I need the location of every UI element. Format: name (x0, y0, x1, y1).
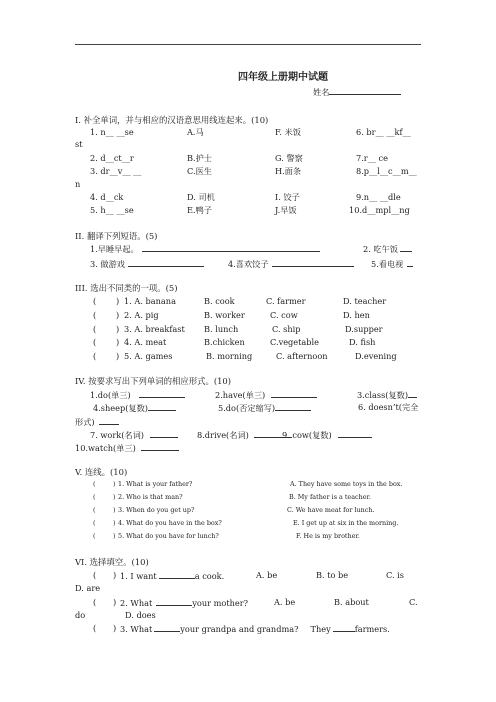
option-b: B.chicken (204, 337, 245, 347)
s1-cn-b: G. 警察 (275, 153, 303, 163)
question: 4. What do you have in the box? (118, 519, 222, 527)
s2-item-label: 5.看电视 (371, 259, 404, 269)
s1-wrap: st (75, 139, 83, 149)
s1-word: 3. dr__v__ __ (90, 166, 142, 176)
s4-item (75, 442, 179, 454)
paren-close[interactable]: ) (116, 324, 120, 334)
option-b: B. to be (316, 570, 349, 580)
s2-item-1 (90, 243, 320, 255)
option-a: 1. A. banana (124, 296, 176, 306)
s4-label: 4.sheep(复数) (93, 403, 148, 413)
answer: F. He is my brother. (296, 532, 360, 540)
option-b: B. about (334, 597, 369, 607)
s2-item-label: 2. 吃午饭 (363, 244, 398, 254)
s4-item (197, 429, 292, 441)
s1-word-b: 9.n__ __dle (356, 192, 401, 202)
answer-blank[interactable] (338, 429, 372, 438)
s2-item-5 (371, 258, 413, 270)
s1-cn-a: D. 司机 (187, 192, 215, 202)
s4-item (90, 429, 178, 441)
option-c: C. (409, 597, 418, 607)
option-b: B. morning (206, 351, 253, 361)
s4-item (282, 429, 372, 441)
s4-label: 5.do(否定缩写) (218, 403, 276, 413)
s1-cn-a: A.马 (187, 127, 204, 137)
option-b: B. worker (204, 310, 245, 320)
s4-label: 3.class(复数) (357, 390, 409, 400)
s1-cn-a: E.鸭子 (187, 205, 212, 215)
top-rule (75, 44, 421, 45)
option-d: D. does (125, 610, 156, 620)
option-c: C. farmer (266, 296, 306, 306)
paren-close[interactable]: ) (113, 532, 116, 540)
answer: C. We have meat for lunch. (287, 506, 375, 514)
answer-blank[interactable] (128, 258, 204, 267)
paren-open: ( (93, 493, 96, 501)
stem-text: your grandpa and grandma? (180, 624, 299, 634)
option-d: D.supper (345, 324, 383, 334)
s4-label: 1.do(单三) (90, 390, 131, 400)
paren-open: ( (93, 351, 97, 361)
section-5-heading: V. 连线。(10) (75, 467, 128, 477)
answer: E. I get up at six in the morning. (293, 519, 399, 527)
s4-item (215, 389, 317, 401)
paren-open: ( (93, 597, 97, 607)
paren-close[interactable]: ) (116, 351, 120, 361)
answer-blank[interactable] (408, 389, 417, 398)
option-a: A. be (256, 570, 278, 580)
paren-close[interactable]: ) (113, 493, 116, 501)
paren-open: ( (93, 337, 97, 347)
s4-item (357, 389, 417, 401)
s1-word: 5. h__ __se (90, 205, 134, 215)
s1-word-b: 6. br__ __kf__ (356, 127, 411, 137)
answer: A. They have some toys in the box. (290, 480, 403, 488)
answer: B. My father is a teacher. (289, 493, 371, 501)
option-c: C.vegetable (270, 337, 320, 347)
paren-open: ( (93, 324, 97, 334)
stem-text: 2. What (120, 598, 153, 608)
s2-item-2 (363, 243, 412, 255)
answer-blank[interactable] (159, 570, 195, 579)
paren-close[interactable]: ) (116, 310, 120, 320)
question: 1. What is your father? (118, 480, 193, 488)
s4-item (93, 402, 176, 414)
option-d: D. hen (343, 310, 370, 320)
s1-cn-a: C.医生 (187, 166, 212, 176)
question: 2. Who is that man? (118, 493, 183, 501)
s2-item-label: 1.早睡早起。 (90, 244, 139, 254)
option-a: 4. A. meat (124, 337, 167, 347)
q3-stem (120, 623, 390, 634)
paren-close[interactable]: ) (116, 337, 120, 347)
answer-blank[interactable] (272, 258, 354, 267)
answer-blank[interactable] (333, 623, 355, 632)
option-a: 3. A. breakfast (124, 324, 185, 334)
s1-word: 1. n__ __se (90, 127, 134, 137)
section-1-heading: I. 补全单词，并与相应的汉语意思用线连起来。(10) (75, 115, 269, 125)
paren-open: ( (93, 310, 97, 320)
answer-blank[interactable] (271, 389, 317, 398)
answer-blank[interactable] (139, 389, 185, 398)
section-6-heading: VI. 选择填空。(10) (75, 557, 149, 567)
q1-stem (120, 570, 224, 581)
option-a: 5. A. games (124, 351, 173, 361)
s4-label: 9. cow(复数) (282, 430, 332, 440)
s2-item-3 (90, 258, 204, 270)
s1-wrap: n (75, 179, 81, 189)
s4-item (75, 416, 119, 428)
s1-cn-b: F. 米饭 (275, 127, 301, 137)
paren-close[interactable]: ) (113, 597, 117, 607)
option-b: B. lunch (204, 324, 239, 334)
option-d: D. are (75, 583, 101, 593)
name-field (313, 86, 401, 98)
option-c: C. afternoon (276, 351, 328, 361)
paren-close[interactable]: ) (113, 480, 116, 488)
answer-blank[interactable] (154, 623, 180, 632)
section-3-heading: III. 选出不同类的一项。(5) (75, 283, 178, 293)
paren-close[interactable]: ) (113, 519, 116, 527)
s4-label: 7. work(名词) (90, 430, 144, 440)
s4-label: 2.have(单三) (215, 390, 266, 400)
paren-open: ( (93, 506, 96, 514)
s1-word: 4. d__ck (90, 192, 124, 202)
answer-blank[interactable] (400, 243, 412, 252)
answer-blank[interactable] (275, 402, 311, 411)
s1-cn-b: I. 饺子 (275, 192, 300, 202)
s2-item-label: 3. 做游戏 (90, 259, 125, 269)
page-title: 四年级上册期中试题 (238, 72, 328, 83)
s4-label: 6. doesn’t(完全 (358, 402, 419, 412)
s4-item (90, 389, 185, 401)
s2-item-label: 4.喜欢饺子 (228, 259, 269, 269)
stem-text: 1. I want (120, 571, 157, 581)
s1-word-b: 7.r__ ce (356, 153, 388, 163)
paren-open: ( (93, 296, 97, 306)
option-d: D. teacher (343, 296, 387, 306)
answer-blank[interactable] (148, 402, 176, 411)
answer-blank[interactable] (156, 597, 192, 606)
option-c: C. ship (272, 324, 301, 334)
answer-blank[interactable] (99, 416, 119, 425)
section-4-heading: IV. 按要求写出下列单词的相应形式。(10) (75, 376, 232, 386)
paren-close[interactable]: ) (113, 506, 116, 514)
question: 5. What do you have for lunch? (118, 532, 219, 540)
section-2-heading: II. 翻译下列短语。(5) (75, 231, 158, 241)
s1-cn-b: J.早饭 (275, 205, 297, 215)
s4-label: 10.watch(单三) (75, 443, 136, 453)
name-blank[interactable] (329, 86, 401, 95)
paren-open: ( (93, 480, 96, 488)
answer-blank[interactable] (142, 243, 320, 252)
option-d: D.evening (355, 351, 397, 361)
paren-open: ( (93, 570, 97, 580)
option-a: 2. A. pig (124, 310, 159, 320)
stem-text: farmers. (354, 624, 390, 634)
option-c: C. is (386, 570, 404, 580)
stem-text: 3. What (120, 624, 153, 634)
q2-stem (120, 597, 248, 608)
answer-blank[interactable] (407, 258, 413, 267)
option-c-wrap: do (75, 610, 86, 620)
s4-label: 8.drive(名词) (197, 430, 249, 440)
paren-close[interactable]: ) (116, 296, 120, 306)
paren-open: ( (93, 519, 96, 527)
paren-open: ( (93, 623, 97, 633)
s1-cn-a: B.护士 (187, 153, 212, 163)
question: 3. When do you get up? (118, 506, 195, 514)
paren-close[interactable]: ) (113, 570, 117, 580)
s2-item-4 (228, 258, 354, 270)
paren-open: ( (93, 532, 96, 540)
stem-text: They (310, 624, 331, 634)
paren-close[interactable]: ) (113, 623, 117, 633)
s4-label: 形式) (75, 417, 95, 427)
stem-text: your mother? (192, 598, 249, 608)
s1-word: 2. d__ct__r (90, 153, 134, 163)
s4-item (218, 402, 311, 414)
name-label: 姓名 (313, 87, 330, 97)
option-a: A. be (274, 597, 296, 607)
answer-blank[interactable] (141, 442, 179, 451)
option-b: B. cook (204, 296, 235, 306)
option-c: C. cow (270, 310, 298, 320)
s1-word-b: 10.d__mpl__ng (349, 205, 410, 215)
s1-cn-b: H.面条 (275, 166, 302, 176)
s1-word-b: 8.p__l__c__m__ (356, 166, 417, 176)
option-d: D. fish (349, 337, 376, 347)
answer-blank[interactable] (150, 429, 178, 438)
stem-text: a cook. (194, 571, 225, 581)
